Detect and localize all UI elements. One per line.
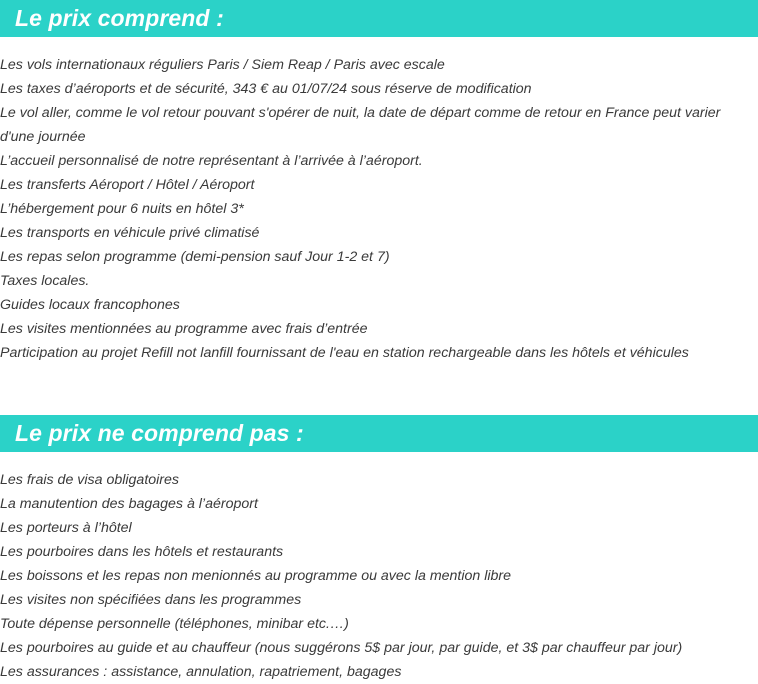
excluded-list xyxy=(0,468,758,684)
excluded-item: Les assurances : assistance, annulation, rapatriement, bagages xyxy=(0,664,402,680)
excluded-item: Toute dépense personnelle (téléphones, minibar etc.…) xyxy=(0,616,349,632)
included-item: Les transferts Aéroport / Hôtel / Aéroport xyxy=(0,177,255,193)
excluded-item: Les pourboires dans les hôtels et restaurants xyxy=(0,544,284,560)
included-item: Le vol aller, comme le vol retour pouvant s'opérer de nuit, la date de départ comme de retour en France peut varier d'une journée xyxy=(0,105,721,145)
included-item: Les vols internationaux réguliers Paris / Siem Reap / Paris avec escale xyxy=(0,57,445,73)
included-item: Participation au projet Refill not lanfill fournissant de l'eau en station rechargeable dans les hôtels et véhicules xyxy=(0,345,689,361)
included-list xyxy=(0,53,758,365)
excluded-section-title: Le prix ne comprend pas : xyxy=(0,415,758,452)
included-item: Taxes locales. xyxy=(0,273,90,289)
included-item: Les transports en véhicule privé climatisé xyxy=(0,225,260,241)
excluded-item: Les visites non spécifiées dans les programmes xyxy=(0,592,302,608)
excluded-item: La manutention des bagages à l’aéroport xyxy=(0,496,258,512)
included-item: L’accueil personnalisé de notre représentant à l’arrivée à l’aéroport. xyxy=(0,153,423,169)
included-item: Les taxes d’aéroports et de sécurité, 343 € au 01/07/24 sous réserve de modification xyxy=(0,81,532,97)
excluded-item: Les frais de visa obligatoires xyxy=(0,472,180,488)
included-item: Les visites mentionnées au programme avec frais d’entrée xyxy=(0,321,368,337)
included-item: L’hébergement pour 6 nuits en hôtel 3* xyxy=(0,201,244,217)
included-item: Les repas selon programme (demi-pension sauf Jour 1-2 et 7) xyxy=(0,249,390,265)
excluded-item: Les boissons et les repas non menionnés au programme ou avec la mention libre xyxy=(0,568,512,584)
included-section-title: Le prix comprend : xyxy=(0,0,758,37)
excluded-item: Les porteurs à l’hôtel xyxy=(0,520,132,536)
included-item: Guides locaux francophones xyxy=(0,297,180,313)
excluded-item: Les pourboires au guide et au chauffeur (nous suggérons 5$ par jour, par guide, et 3$ par chauffeur par jour) xyxy=(0,640,683,656)
